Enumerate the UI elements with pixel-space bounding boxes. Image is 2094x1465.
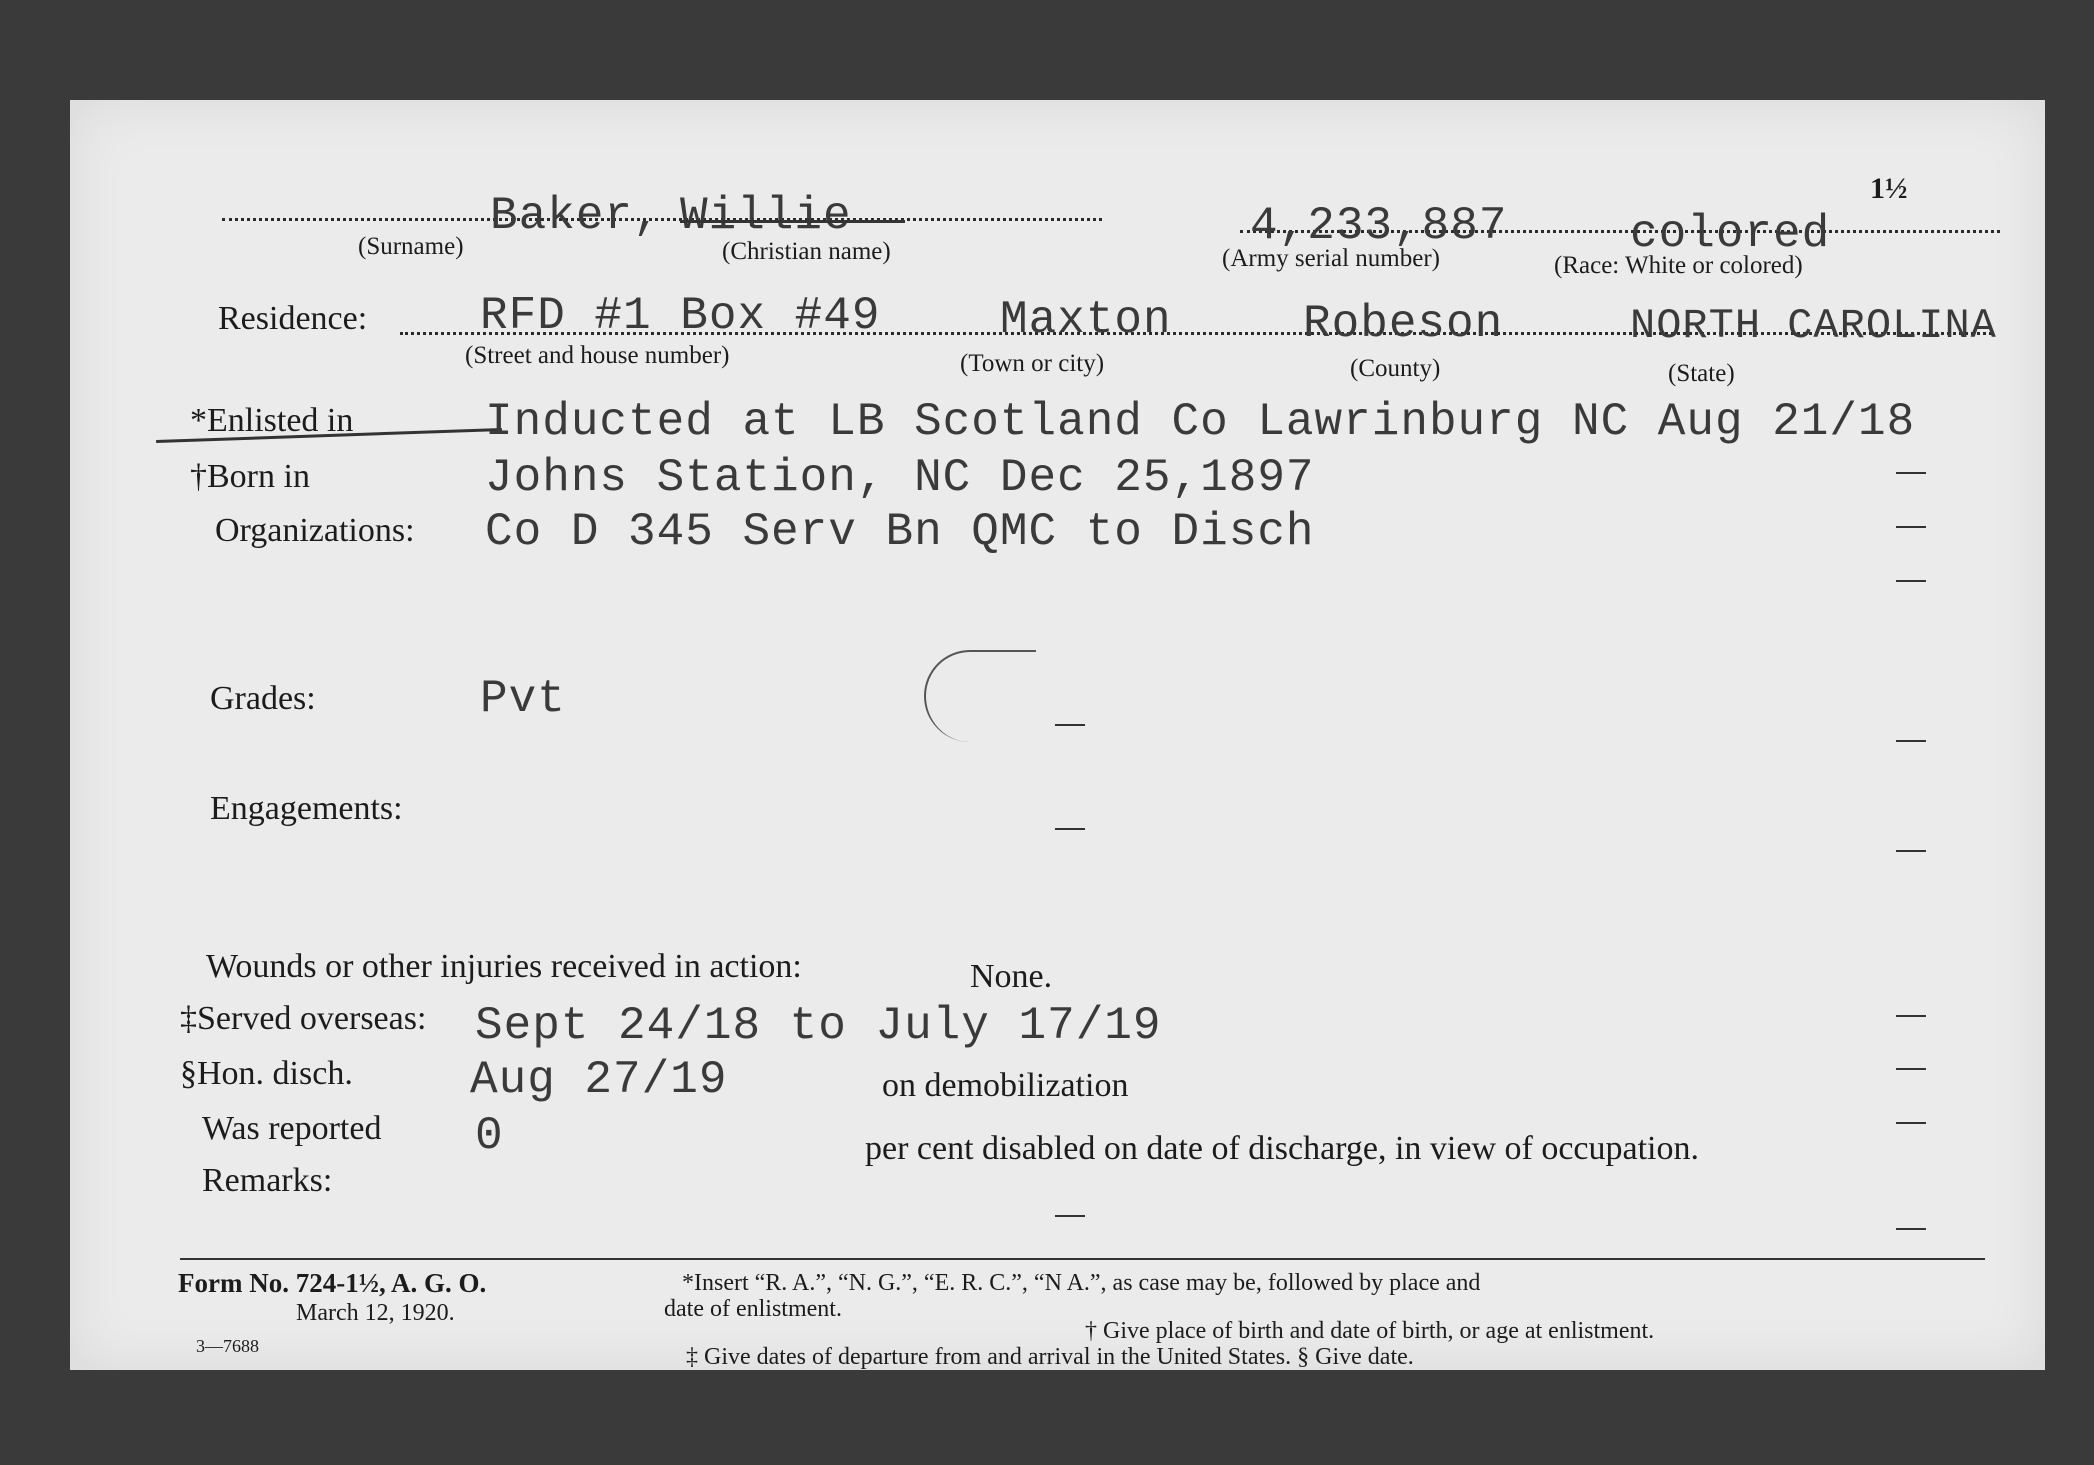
wounds-value: None.: [970, 958, 1053, 995]
remarks-label: Remarks:: [202, 1162, 333, 1199]
footer-rule: [180, 1258, 1985, 1260]
margin-dash: [1896, 740, 1926, 742]
residence-town: Maxton: [1000, 294, 1172, 346]
enlisted-value: Inducted at LB Scotland Co Lawrinburg NC Aug 21/18: [485, 396, 1916, 448]
print-code: 3—7688: [196, 1336, 259, 1356]
margin-dash: [1896, 1068, 1926, 1070]
christian-name-value: Willie: [680, 190, 852, 242]
margin-dash: [1896, 1122, 1926, 1124]
residence-county: Robeson: [1303, 298, 1504, 350]
town-caption: (Town or city): [960, 350, 1105, 377]
hon-disch-value: Aug 27/19: [470, 1054, 728, 1106]
center-dash: [1055, 828, 1085, 830]
grades-value: Pvt: [480, 673, 566, 725]
hon-disch-suffix: on demobilization: [882, 1067, 1129, 1104]
margin-dash: [1896, 526, 1926, 528]
footnote-enlisted: *Insert “R. A.”, “N. G.”, “E. R. C.”, “N A.”, as case may be, followed by place and: [682, 1270, 1481, 1296]
race-value: colored: [1630, 208, 1831, 260]
hon-disch-label: §Hon. disch.: [180, 1055, 353, 1092]
organizations-value: Co D 345 Serv Bn QMC to Disch: [485, 506, 1315, 558]
card-fraction: 1½: [1870, 172, 1908, 205]
serial-number-value: 4,233,887: [1250, 200, 1508, 252]
residence-state: NORTH CAROLINA: [1630, 302, 1997, 350]
serial-number-caption: (Army serial number): [1222, 245, 1440, 272]
wounds-label: Wounds or other injuries received in action:: [206, 948, 802, 985]
footnote-overseas: ‡ Give dates of departure from and arrival in the United States. § Give date.: [686, 1344, 1414, 1370]
reported-value: 0: [475, 1110, 504, 1162]
margin-dash: [1896, 1228, 1926, 1230]
born-value: Johns Station, NC Dec 25,1897: [485, 452, 1315, 504]
margin-dash: [1896, 850, 1926, 852]
residence-street: RFD #1 Box #49: [480, 290, 881, 342]
state-caption: (State): [1668, 360, 1735, 387]
organizations-label: Organizations:: [215, 512, 415, 549]
footnote-enlisted-cont: date of enlistment.: [664, 1296, 842, 1322]
enlisted-label: *Enlisted in: [190, 402, 354, 439]
engagements-label: Engagements:: [210, 790, 403, 827]
name-dotted-line: [222, 218, 1102, 221]
margin-dash: [1896, 1015, 1926, 1017]
christian-name-strike: [680, 220, 905, 223]
footnote-born: † Give place of birth and date of birth, or age at enlistment.: [1085, 1318, 1655, 1344]
served-overseas-value: Sept 24/18 to July 17/19: [475, 1000, 1162, 1052]
form-number: Form No. 724-1½, A. G. O.: [178, 1268, 487, 1298]
surname-value: Baker,: [490, 190, 662, 242]
christian-name-caption: (Christian name): [722, 238, 891, 265]
served-overseas-label: ‡Served overseas:: [180, 1000, 427, 1037]
margin-dash: [1896, 580, 1926, 582]
county-caption: (County): [1350, 355, 1441, 382]
reported-label: Was reported: [202, 1110, 382, 1147]
reported-suffix: per cent disabled on date of discharge, in view of occupation.: [865, 1130, 1699, 1167]
service-record-card: [70, 100, 2045, 1370]
center-dash: [1055, 724, 1085, 726]
residence-label: Residence:: [218, 300, 368, 337]
street-caption: (Street and house number): [465, 342, 730, 369]
grades-label: Grades:: [210, 680, 316, 717]
race-caption: (Race: White or colored): [1554, 252, 1803, 279]
pencil-mark: [924, 650, 1036, 742]
center-dash: [1055, 1215, 1085, 1217]
margin-dash: [1896, 472, 1926, 474]
form-date: March 12, 1920.: [296, 1300, 455, 1326]
surname-caption: (Surname): [358, 233, 464, 260]
born-label: †Born in: [190, 458, 310, 495]
